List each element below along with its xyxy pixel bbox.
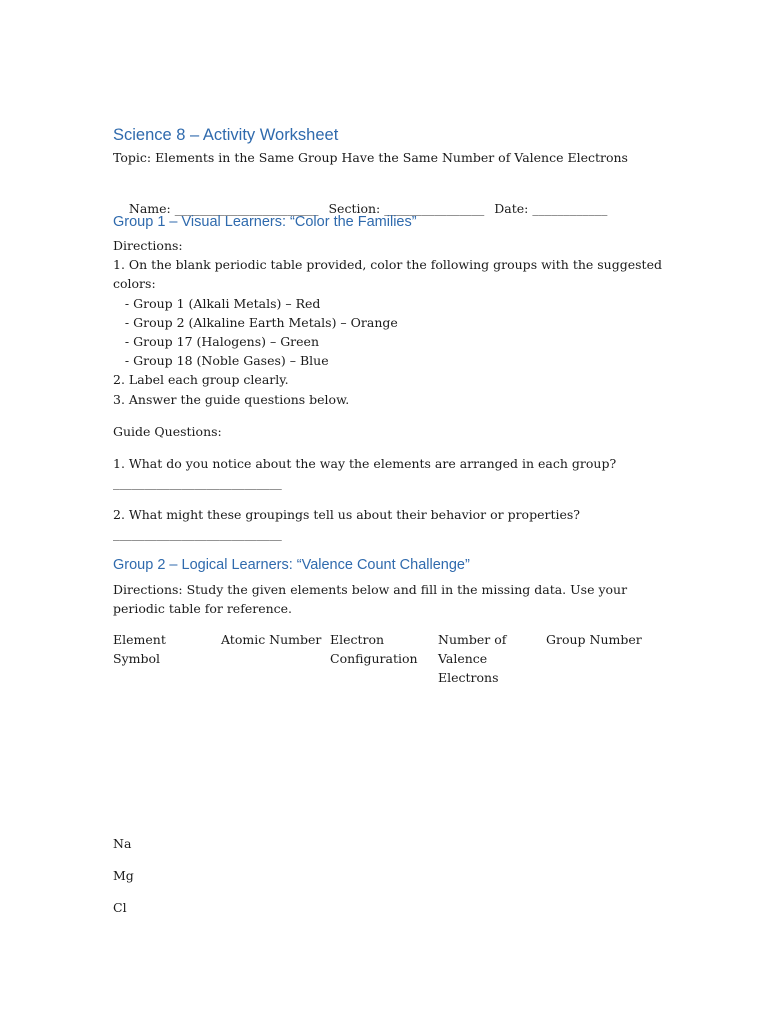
header-electron-configuration: Electron Configuration xyxy=(330,632,418,667)
step-2: 2. Label each group clearly. xyxy=(113,372,289,388)
color-item: - Group 17 (Halogens) – Green xyxy=(113,334,320,350)
guide-question-2 xyxy=(113,505,580,543)
element-symbol: Mg xyxy=(113,868,134,883)
group1-heading: Group 1 – Visual Learners: “Color the Families” xyxy=(113,214,417,230)
name-field: Name: _______________________ xyxy=(128,201,319,217)
group1-directions xyxy=(113,236,662,409)
date-field: Date: ____________ xyxy=(494,201,608,217)
topic-line: Topic: Elements in the Same Group Have the Same Number of Valence Electrons xyxy=(113,150,628,165)
answer-blank[interactable]: ___________________________ xyxy=(113,475,282,491)
question-text: 1. What do you notice about the way the elements are arranged in each group? xyxy=(113,456,617,471)
element-symbol: Cl xyxy=(113,900,127,915)
answer-blank[interactable]: ___________________________ xyxy=(113,526,282,542)
section-field: Section: ________________ xyxy=(328,201,485,217)
step-1-line-b: colors: xyxy=(113,276,156,292)
color-item: - Group 18 (Noble Gases) – Blue xyxy=(113,353,329,369)
page-title: Science 8 – Activity Worksheet xyxy=(113,126,339,144)
guide-questions-label: Guide Questions: xyxy=(113,424,222,439)
color-item: - Group 1 (Alkali Metals) – Red xyxy=(113,295,321,311)
step-1-line-a: 1. On the blank periodic table provided, color the following groups with the suggested xyxy=(113,257,662,273)
header-group-number: Group Number xyxy=(546,632,642,647)
guide-question-1 xyxy=(113,454,616,492)
color-item: - Group 2 (Alkaline Earth Metals) – Orange xyxy=(113,314,398,330)
group2-directions: Directions: Study the given elements below and fill in the missing data. Use your periodic table for reference. xyxy=(113,582,628,617)
element-symbol-list xyxy=(113,828,134,924)
group2-heading: Group 2 – Logical Learners: “Valence Count Challenge” xyxy=(113,557,470,573)
header-atomic-number: Atomic Number xyxy=(221,632,322,647)
header-valence-electrons: Number of Valence Electrons xyxy=(438,632,507,686)
header-element-symbol: Element Symbol xyxy=(113,632,166,667)
step-3: 3. Answer the guide questions below. xyxy=(113,391,350,407)
element-symbol: Na xyxy=(113,836,132,851)
question-text: 2. What might these groupings tell us about their behavior or properties? xyxy=(113,507,580,522)
directions-label: Directions: xyxy=(113,238,183,253)
